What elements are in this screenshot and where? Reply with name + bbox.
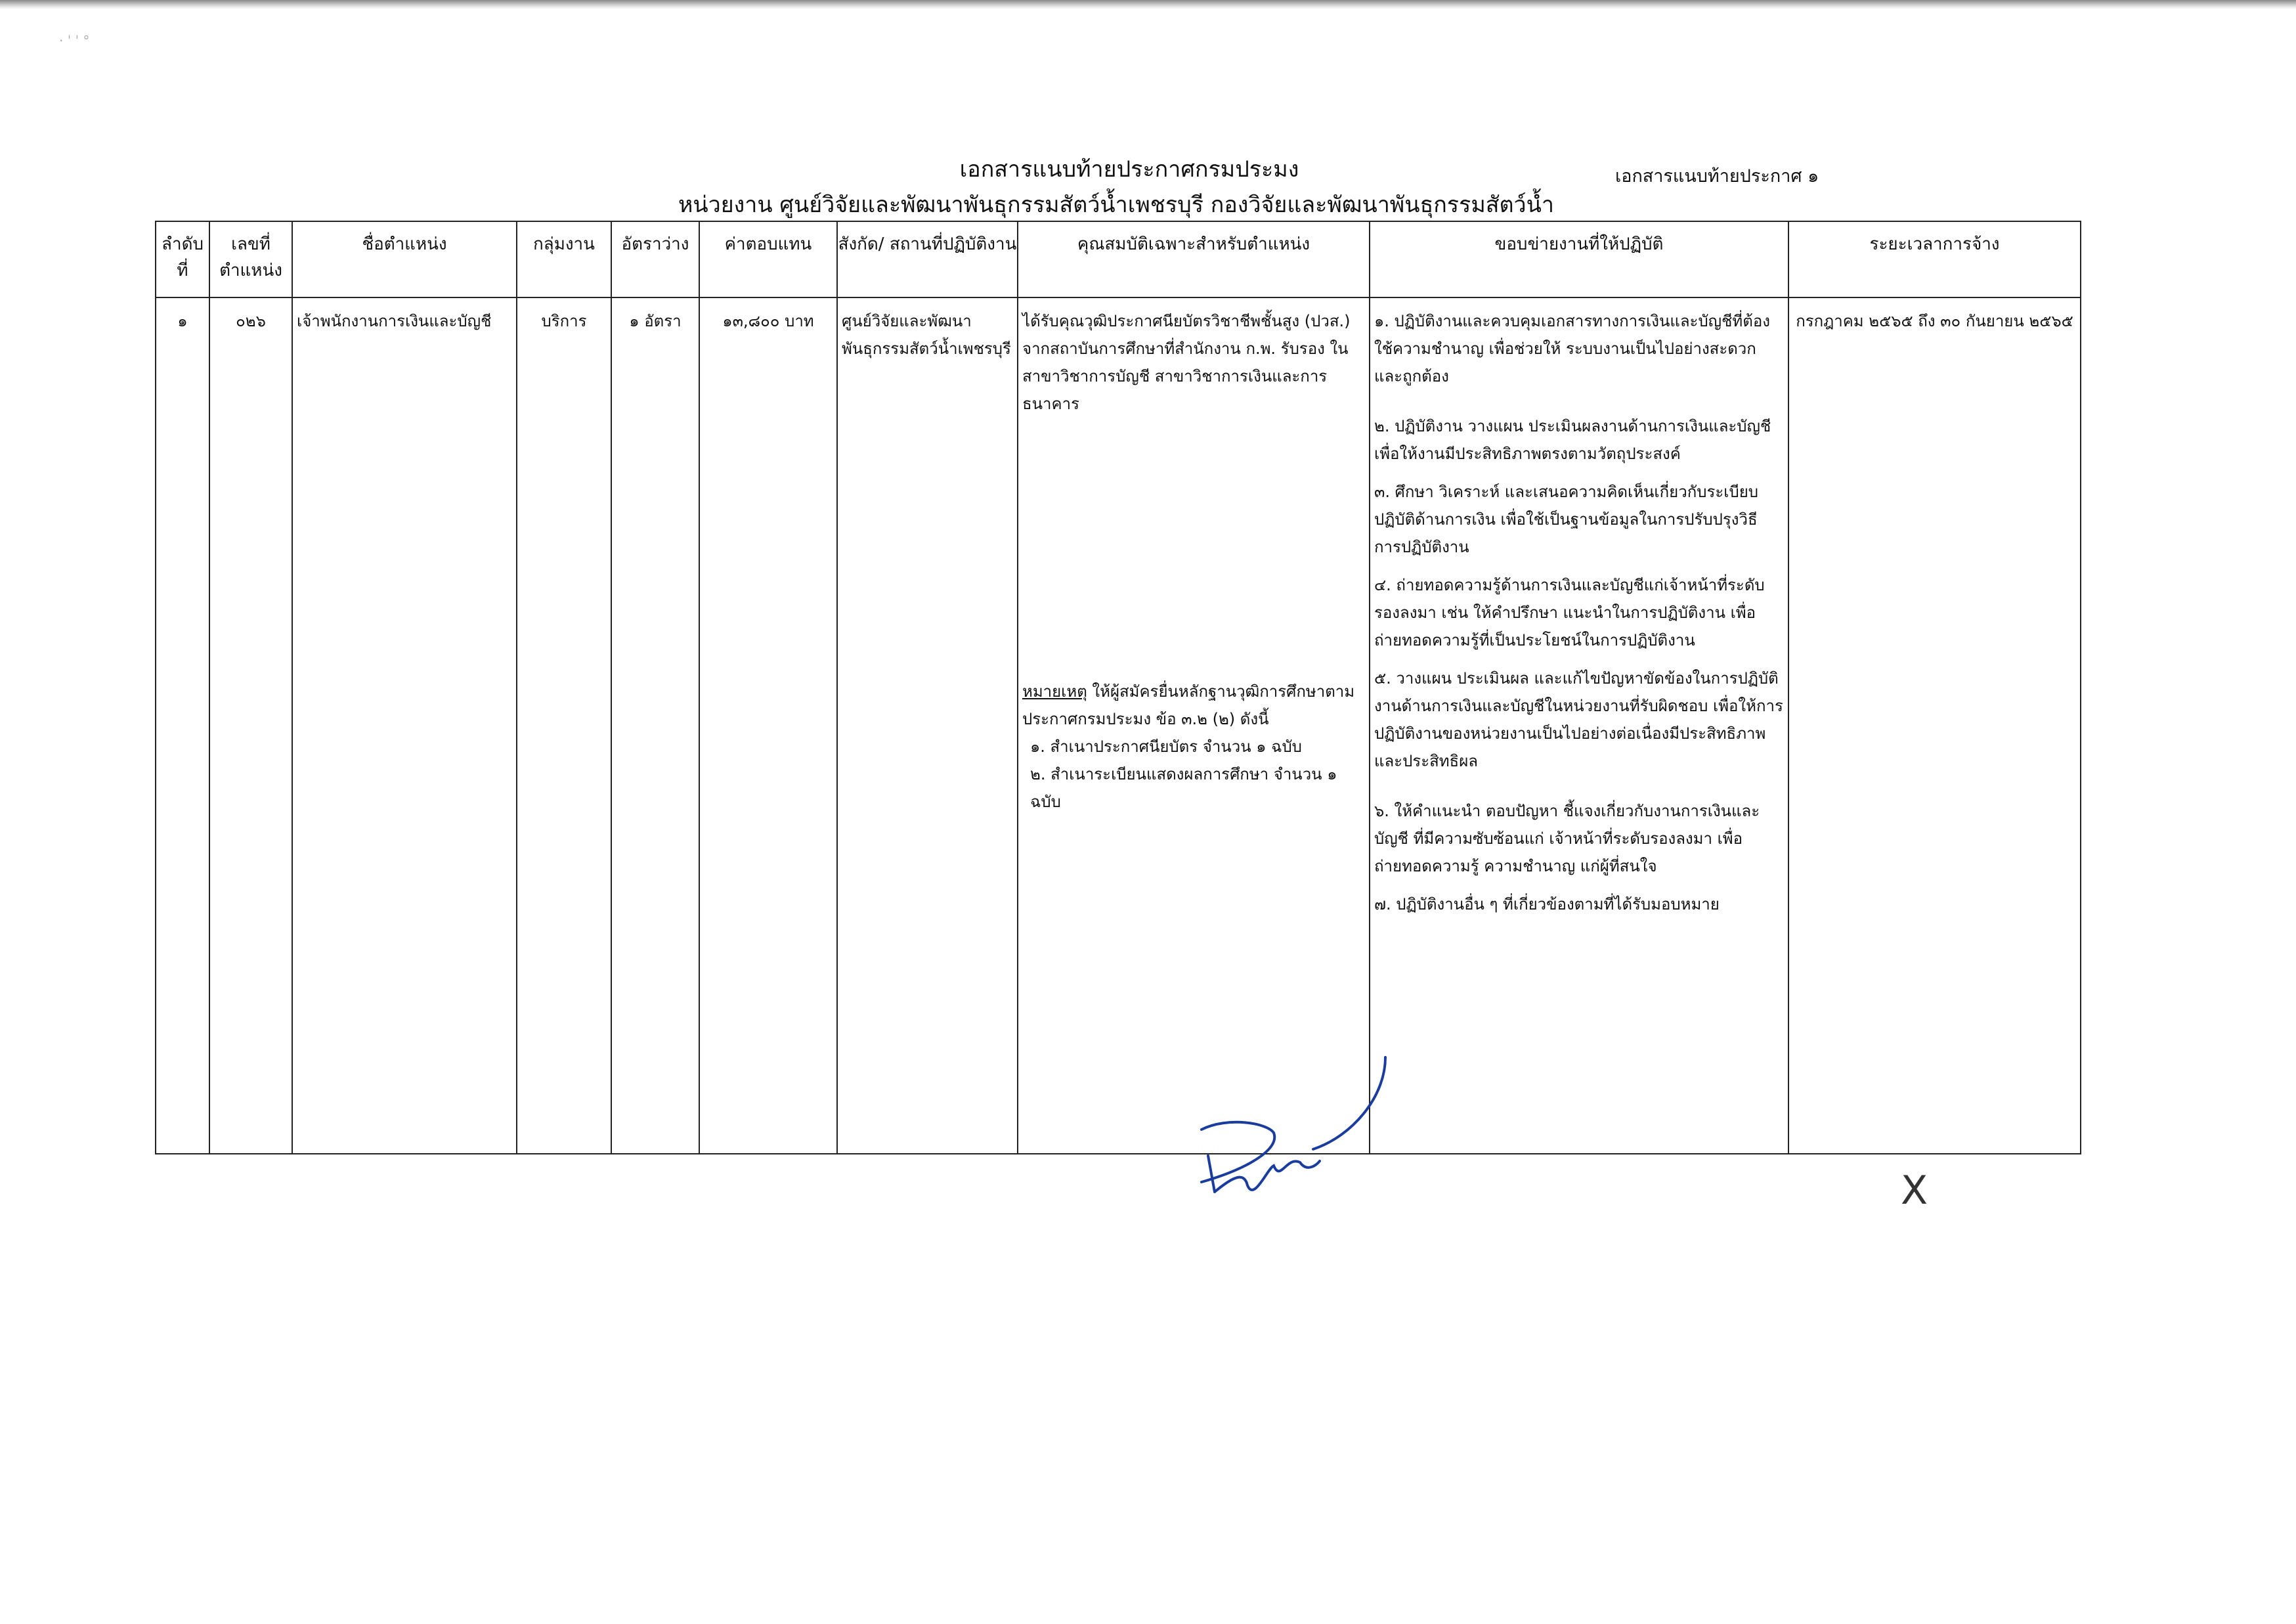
col-header-position-no: เลขที่ตำแหน่ง <box>209 221 292 297</box>
col-header-affiliation: สังกัด/ สถานที่ปฏิบัติงาน <box>837 221 1018 297</box>
vacancy-value: ๑ อัตรา <box>629 312 682 330</box>
position-no-value: ๐๒๖ <box>236 312 266 330</box>
duty-item: ๕. วางแผน ประเมินผล และแก้ไขปัญหาขัดข้องในการปฏิบัติงานด้านการเงินและบัญชีในหน่วยงานที่รับผิดชอบ เพื่อให้การปฏิบัติงานของหน่วยงานเป็นไปอย่างต่อเนื่องมีประสิทธิภาพและประสิทธิผล <box>1374 669 1783 770</box>
annex-label: เอกสารแนบท้ายประกาศ ๑ <box>1615 166 1819 187</box>
duty-item: ๒. ปฏิบัติงาน วางแผน ประเมินผลงานด้านการเงินและบัญชี เพื่อให้งานมีประสิทธิภาพตรงตามวัตถุประสงค์ <box>1374 417 1771 463</box>
table-row <box>156 297 2081 1154</box>
affiliation-value: ศูนย์วิจัยและพัฒนาพันธุกรรมสัตว์น้ำเพชรบุรี <box>842 312 1011 358</box>
period-value: กรกฎาคม ๒๕๖๕ ถึง ๓๐ กันยายน ๒๕๖๕ <box>1796 312 2073 330</box>
col-header-duties: ขอบข่ายงานที่ให้ปฏิบัติ <box>1370 221 1788 297</box>
note-item: ๑. สำเนาประกาศนียบัตร จำนวน ๑ ฉบับ <box>1030 737 1302 756</box>
col-header-position-name: ชื่อตำแหน่ง <box>292 221 517 297</box>
duty-item: ๔. ถ่ายทอดความรู้ด้านการเงินและบัญชีแก่เจ้าหน้าที่ระดับรองลงมา เช่น ให้คำปรึกษา แนะนำในการปฏิบัติงาน เพื่อถ่ายทอดความรู้ที่เป็นประโยชน์ในการปฏิบัติงาน <box>1374 576 1765 649</box>
scan-edge <box>0 0 2296 9</box>
position-name-value: เจ้าพนักงานการเงินและบัญชี <box>297 312 492 330</box>
cell-affiliation <box>837 297 1018 1154</box>
cell-qualification <box>1018 297 1370 1154</box>
cell-duties <box>1370 297 1788 1154</box>
signature-stroke <box>1202 1057 1385 1192</box>
duty-item: ๖. ให้คำแนะนำ ตอบปัญหา ชี้แจงเกี่ยวกับงานการเงินและบัญชี ที่มีความซับซ้อนแก่ เจ้าหน้าที่ระดับรองลงมา เพื่อถ่ายทอดความรู้ ความชำนาญ แก่ผู้ที่สนใจ <box>1374 802 1760 875</box>
x-mark: X <box>1901 1168 1928 1214</box>
position-table <box>155 221 2081 1154</box>
document-subtitle: หน่วยงาน ศูนย์วิจัยและพัฒนาพันธุกรรมสัตว์น้ำเพชรบุรี กองวิจัยและพัฒนาพันธุกรรมสัตว์น้ำ <box>678 192 1554 218</box>
col-header-period: ระยะเวลาการจ้าง <box>1788 221 2081 297</box>
col-header-qualification: คุณสมบัติเฉพาะสำหรับตำแหน่ง <box>1018 221 1370 297</box>
order-value: ๑ <box>177 312 188 330</box>
cell-order <box>156 297 209 1154</box>
col-header-salary: ค่าตอบแทน <box>699 221 837 297</box>
qualification-text: ได้รับคุณวุฒิประกาศนียบัตรวิชาชีพชั้นสูง (ปวส.) จากสถาบันการศึกษาที่สำนักงาน ก.พ. รับรอง ในสาขาวิชาการบัญชี สาขาวิชาการเงินและการธนาคาร <box>1022 312 1351 413</box>
col-header-order: ลำดับที่ <box>156 221 209 297</box>
note-text: ให้ผู้สมัครยื่นหลักฐานวุฒิการศึกษาตามประกาศกรมประมง ข้อ ๓.๒ (๒) ดังนี้ <box>1022 682 1355 728</box>
note-block <box>1022 678 1365 733</box>
note-item: ๒. สำเนาระเบียนแสดงผลการศึกษา จำนวน ๑ ฉบับ <box>1030 765 1337 811</box>
col-header-work-group: กลุ่มงาน <box>517 221 611 297</box>
duty-item: ๑. ปฏิบัติงานและควบคุมเอกสารทางการเงินและบัญชีที่ต้องใช้ความชำนาญ เพื่อช่วยให้ ระบบงานเป็นไปอย่างสะดวกและถูกต้อง <box>1374 312 1770 385</box>
work-group-value: บริการ <box>541 312 587 330</box>
table-header-row <box>156 221 2081 297</box>
cell-salary <box>699 297 837 1154</box>
signature-image <box>1188 1051 1398 1221</box>
col-header-vacancy: อัตราว่าง <box>611 221 699 297</box>
cell-work-group <box>517 297 611 1154</box>
scan-specks: · ˈ ˈ ° <box>59 33 90 49</box>
cell-position-no <box>209 297 292 1154</box>
cell-vacancy <box>611 297 699 1154</box>
note-label: หมายเหตุ <box>1022 682 1087 701</box>
document-title: เอกสารแนบท้ายประกาศกรมประมง <box>959 156 1299 183</box>
duty-item: ๗. ปฏิบัติงานอื่น ๆ ที่เกี่ยวข้องตามที่ได้รับมอบหมาย <box>1374 895 1720 913</box>
spacer <box>1022 428 1365 678</box>
cell-period <box>1788 297 2081 1154</box>
cell-position-name <box>292 297 517 1154</box>
salary-value: ๑๓,๘๐๐ บาท <box>722 312 814 330</box>
duty-item: ๓. ศึกษา วิเคราะห์ และเสนอความคิดเห็นเกี่ยวกับระเบียบปฏิบัติด้านการเงิน เพื่อใช้เป็นฐานข้อมูลในการปรับปรุงวิธีการปฏิบัติงาน <box>1374 483 1758 556</box>
